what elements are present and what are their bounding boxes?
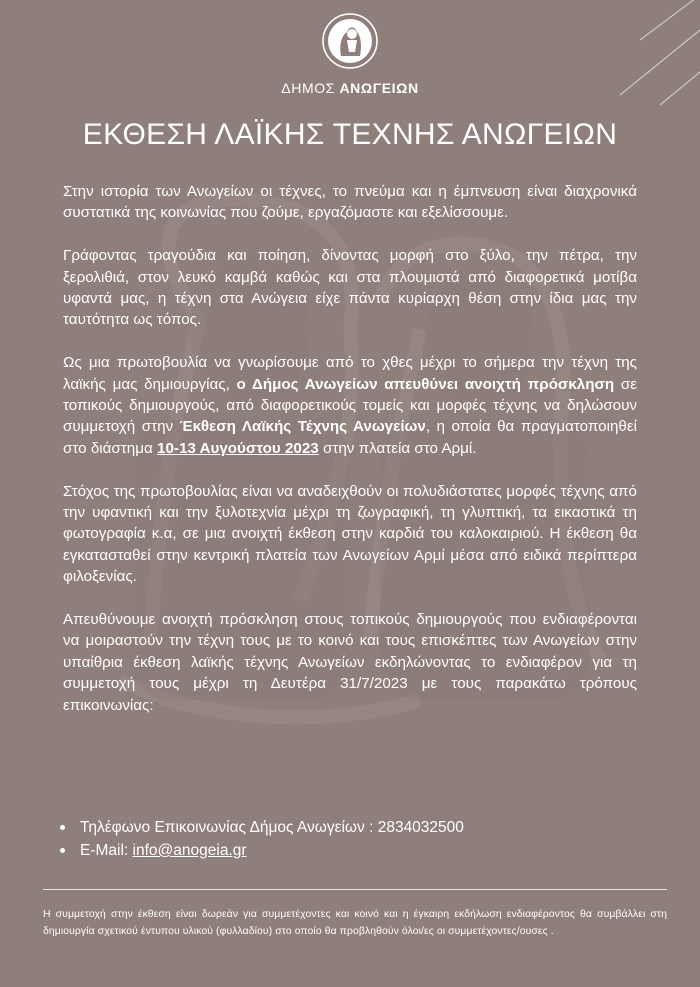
paragraph-history: Στην ιστορία των Ανωγείων οι τέχνες, το πνεύμα και η έμπνευση είναι διαχρονικά συστατικά της κοινωνίας που ζούμε, εργαζόμαστε και εξελίσσουμε. — [63, 183, 637, 222]
contact-email — [66, 839, 464, 862]
paragraph-open-call: Απευθύνουμε ανοιχτή πρόσκληση στους τοπικούς δημιουργούς που ενδιαφέρονται να μοιραστούν την τέχνη τους με το κοινό και τους επισκέπτες των Ανωγείων στην υπαίθρια έκθεση λαϊκής τέχνης Ανωγείων εκδηλώνοντας το ενδιαφέρον για τη συμμετοχή τους μέχρι τη Δευτέρα 31/7/2023 με τους παρακάτω τρόπους επικοινωνίας: — [63, 611, 637, 714]
invitation-bold-1: ο Δήμος Ανωγείων απευθύνει ανοιχτή πρόσκληση — [236, 375, 615, 393]
invitation-text-1: Ως μια πρωτοβουλία να γνωρίσουμε από το χθες μέχρι το σήμερα την τέχνη της λαϊκής μας δημιουργίας, — [63, 354, 637, 393]
invitation-text-3: , η οποία θα πραγματοποιηθεί στο διάστημα — [63, 418, 637, 457]
municipality-name — [0, 80, 700, 96]
paragraph-art-identity: Γράφοντας τραγούδια και ποίηση, δίνοντας μορφή στο ξύλο, την πέτρα, την ξερολιθιά, στον λευκό καμβά καθώς και στα πλουμιστά από διαφορετικά μοτίβα υφαντά μας, η τέχνη στα Ανώγεια είχε πάντα κυρίαρχη θέση στην ίδια μας την ταυτότητα ως τόπος. — [63, 247, 637, 329]
page-title: ΕΚΘΕΣΗ ΛΑΪΚΗΣ ΤΕΧΝΗΣ ΑΝΩΓΕΙΩΝ — [82, 118, 618, 151]
paragraph-invitation — [63, 352, 637, 459]
municipality-name-bold: ΑΝΩΓΕΙΩΝ — [339, 80, 419, 96]
invitation-text-2: σε τοπικούς δημιουργούς, από διαφορετικούς τομείς και μορφές τέχνης να δηλώσουν συμμετοχή στην — [63, 375, 637, 436]
municipality-prefix: ΔΗΜΟΣ — [281, 80, 335, 96]
footnote: Η συμμετοχή στην έκθεση είναι δωρεάν για συμμετέχοντες και κοινό και η έγκαιρη εκδήλωση ενδιαφέροντος θα συμβάλλει στη δημιουργία σχετικού έντυπου υλικού (φυλλαδίου) στο οποίο θα προβληθούν όλοι/ες οι συμμετέχοντες/ουσες . — [43, 909, 667, 937]
contact-phone: Τηλέφωνο Επικοινωνίας Δήμος Ανωγείων : 2834032500 — [66, 816, 464, 839]
paragraph-goal: Στόχος της πρωτοβουλίας είναι να αναδειχθούν οι πολυδιάστατες μορφές τέχνης από την υφαντική και την ξυλοτεχνία μέχρι τη ζωγραφική, τη γλυπτική, τα εικαστικά τη φωτογραφία κ.α, σε μια ανοιχτή έκθεση στην καρδιά του καλοκαιριού. Η έκθεση θα εγκατασταθεί στην κεντρική πλατεία των Ανωγείων Αρμί μέσα από ειδικά περίπτερα φιλοξενίας. — [63, 482, 637, 586]
email-link[interactable]: info@anogeia.gr — [132, 842, 247, 859]
contact-list — [48, 816, 464, 862]
municipality-seal-icon — [321, 12, 379, 70]
body-text — [63, 181, 637, 737]
email-label: E-Mail: — [80, 842, 133, 859]
invitation-text-4: στην πλατεία στο Αρμί. — [318, 439, 477, 457]
event-dates: 10-13 Αυγούστου 2023 — [157, 439, 319, 457]
invitation-bold-2: Έκθεση Λαϊκής Τέχνης Ανωγείων — [179, 418, 426, 436]
divider — [43, 889, 667, 890]
